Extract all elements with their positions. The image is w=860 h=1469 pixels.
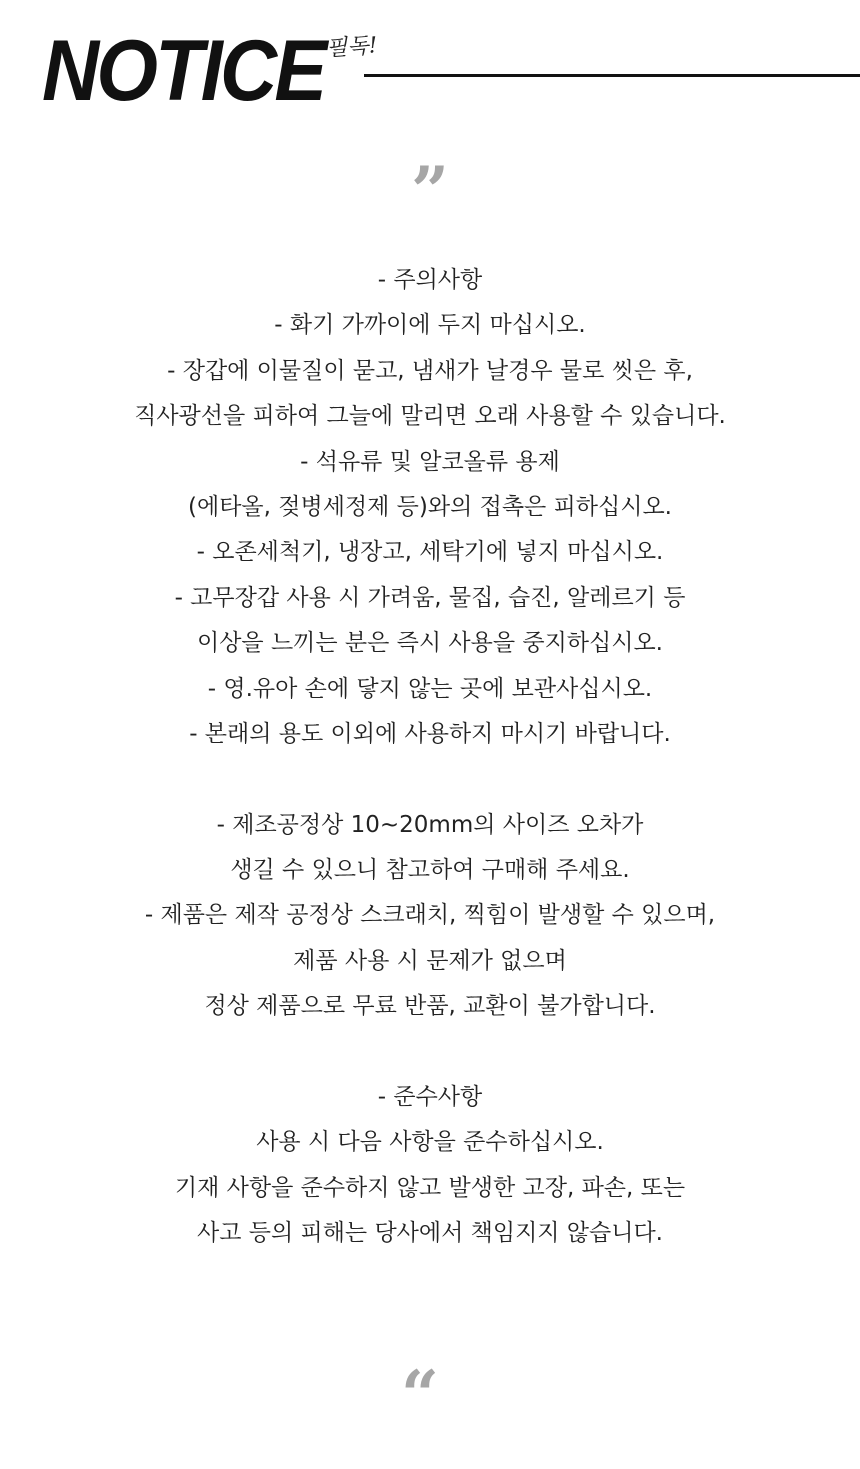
notice-tag: 필독!	[325, 33, 379, 62]
notice-line: 기재 사항을 준수하지 않고 발생한 고장, 파손, 또는	[174, 1174, 686, 1201]
notice-line: - 본래의 용도 이외에 사용하지 마시기 바랍니다.	[189, 720, 671, 747]
notice-line: - 주의사항	[377, 267, 483, 293]
notice-line: - 장갑에 이물질이 묻고, 냄새가 날경우 물로 씻은 후,	[167, 357, 693, 384]
notice-line: - 준수사항	[377, 1084, 483, 1111]
header-divider	[364, 74, 860, 77]
notice-line: - 제조공정상 10~20mm의 사이즈 오차가	[216, 811, 644, 838]
notice-line: 사용 시 다음 사항을 준수하십시오.	[256, 1129, 604, 1156]
notice-line: - 석유류 및 알코올류 용제	[300, 448, 560, 475]
notice-line: 사고 등의 피해는 당사에서 책임지지 않습니다.	[196, 1220, 663, 1247]
notice-line: 직사광선을 피하여 그늘에 말리면 오래 사용할 수 있습니다.	[134, 403, 726, 430]
notice-line: - 제품은 제작 공정상 스크래치, 찍힘이 발생할 수 있으며,	[144, 902, 716, 929]
section-gap	[0, 757, 860, 802]
notice-line: (에타올, 젖병세정제 등)와의 접촉은 피하십시오.	[188, 493, 672, 520]
closing-quote-icon: ”	[411, 152, 449, 230]
opening-quote-icon: “	[401, 1356, 439, 1434]
notice-line: - 고무장갑 사용 시 가려움, 물집, 습진, 알레르기 등	[174, 584, 686, 611]
notice-header	[0, 0, 860, 130]
notice-line: 이상을 느끼는 분은 즉시 사용을 중지하십시오.	[196, 630, 663, 657]
notice-line: - 오존세척기, 냉장고, 세탁기에 넣지 마십시오.	[196, 539, 664, 566]
notice-line: - 영.유아 손에 닿지 않는 곳에 보관사십시오.	[207, 675, 653, 702]
notice-line: 제품 사용 시 문제가 없으며	[293, 947, 567, 974]
notice-body	[0, 258, 860, 1257]
notice-line: - 화기 가까이에 두지 마십시오.	[274, 312, 586, 339]
section-gap	[0, 1030, 860, 1075]
notice-title: NOTICE	[42, 23, 325, 119]
notice-line: 생길 수 있으니 참고하여 구매해 주세요.	[230, 857, 630, 884]
notice-line: 정상 제품으로 무료 반품, 교환이 불가합니다.	[204, 993, 656, 1020]
